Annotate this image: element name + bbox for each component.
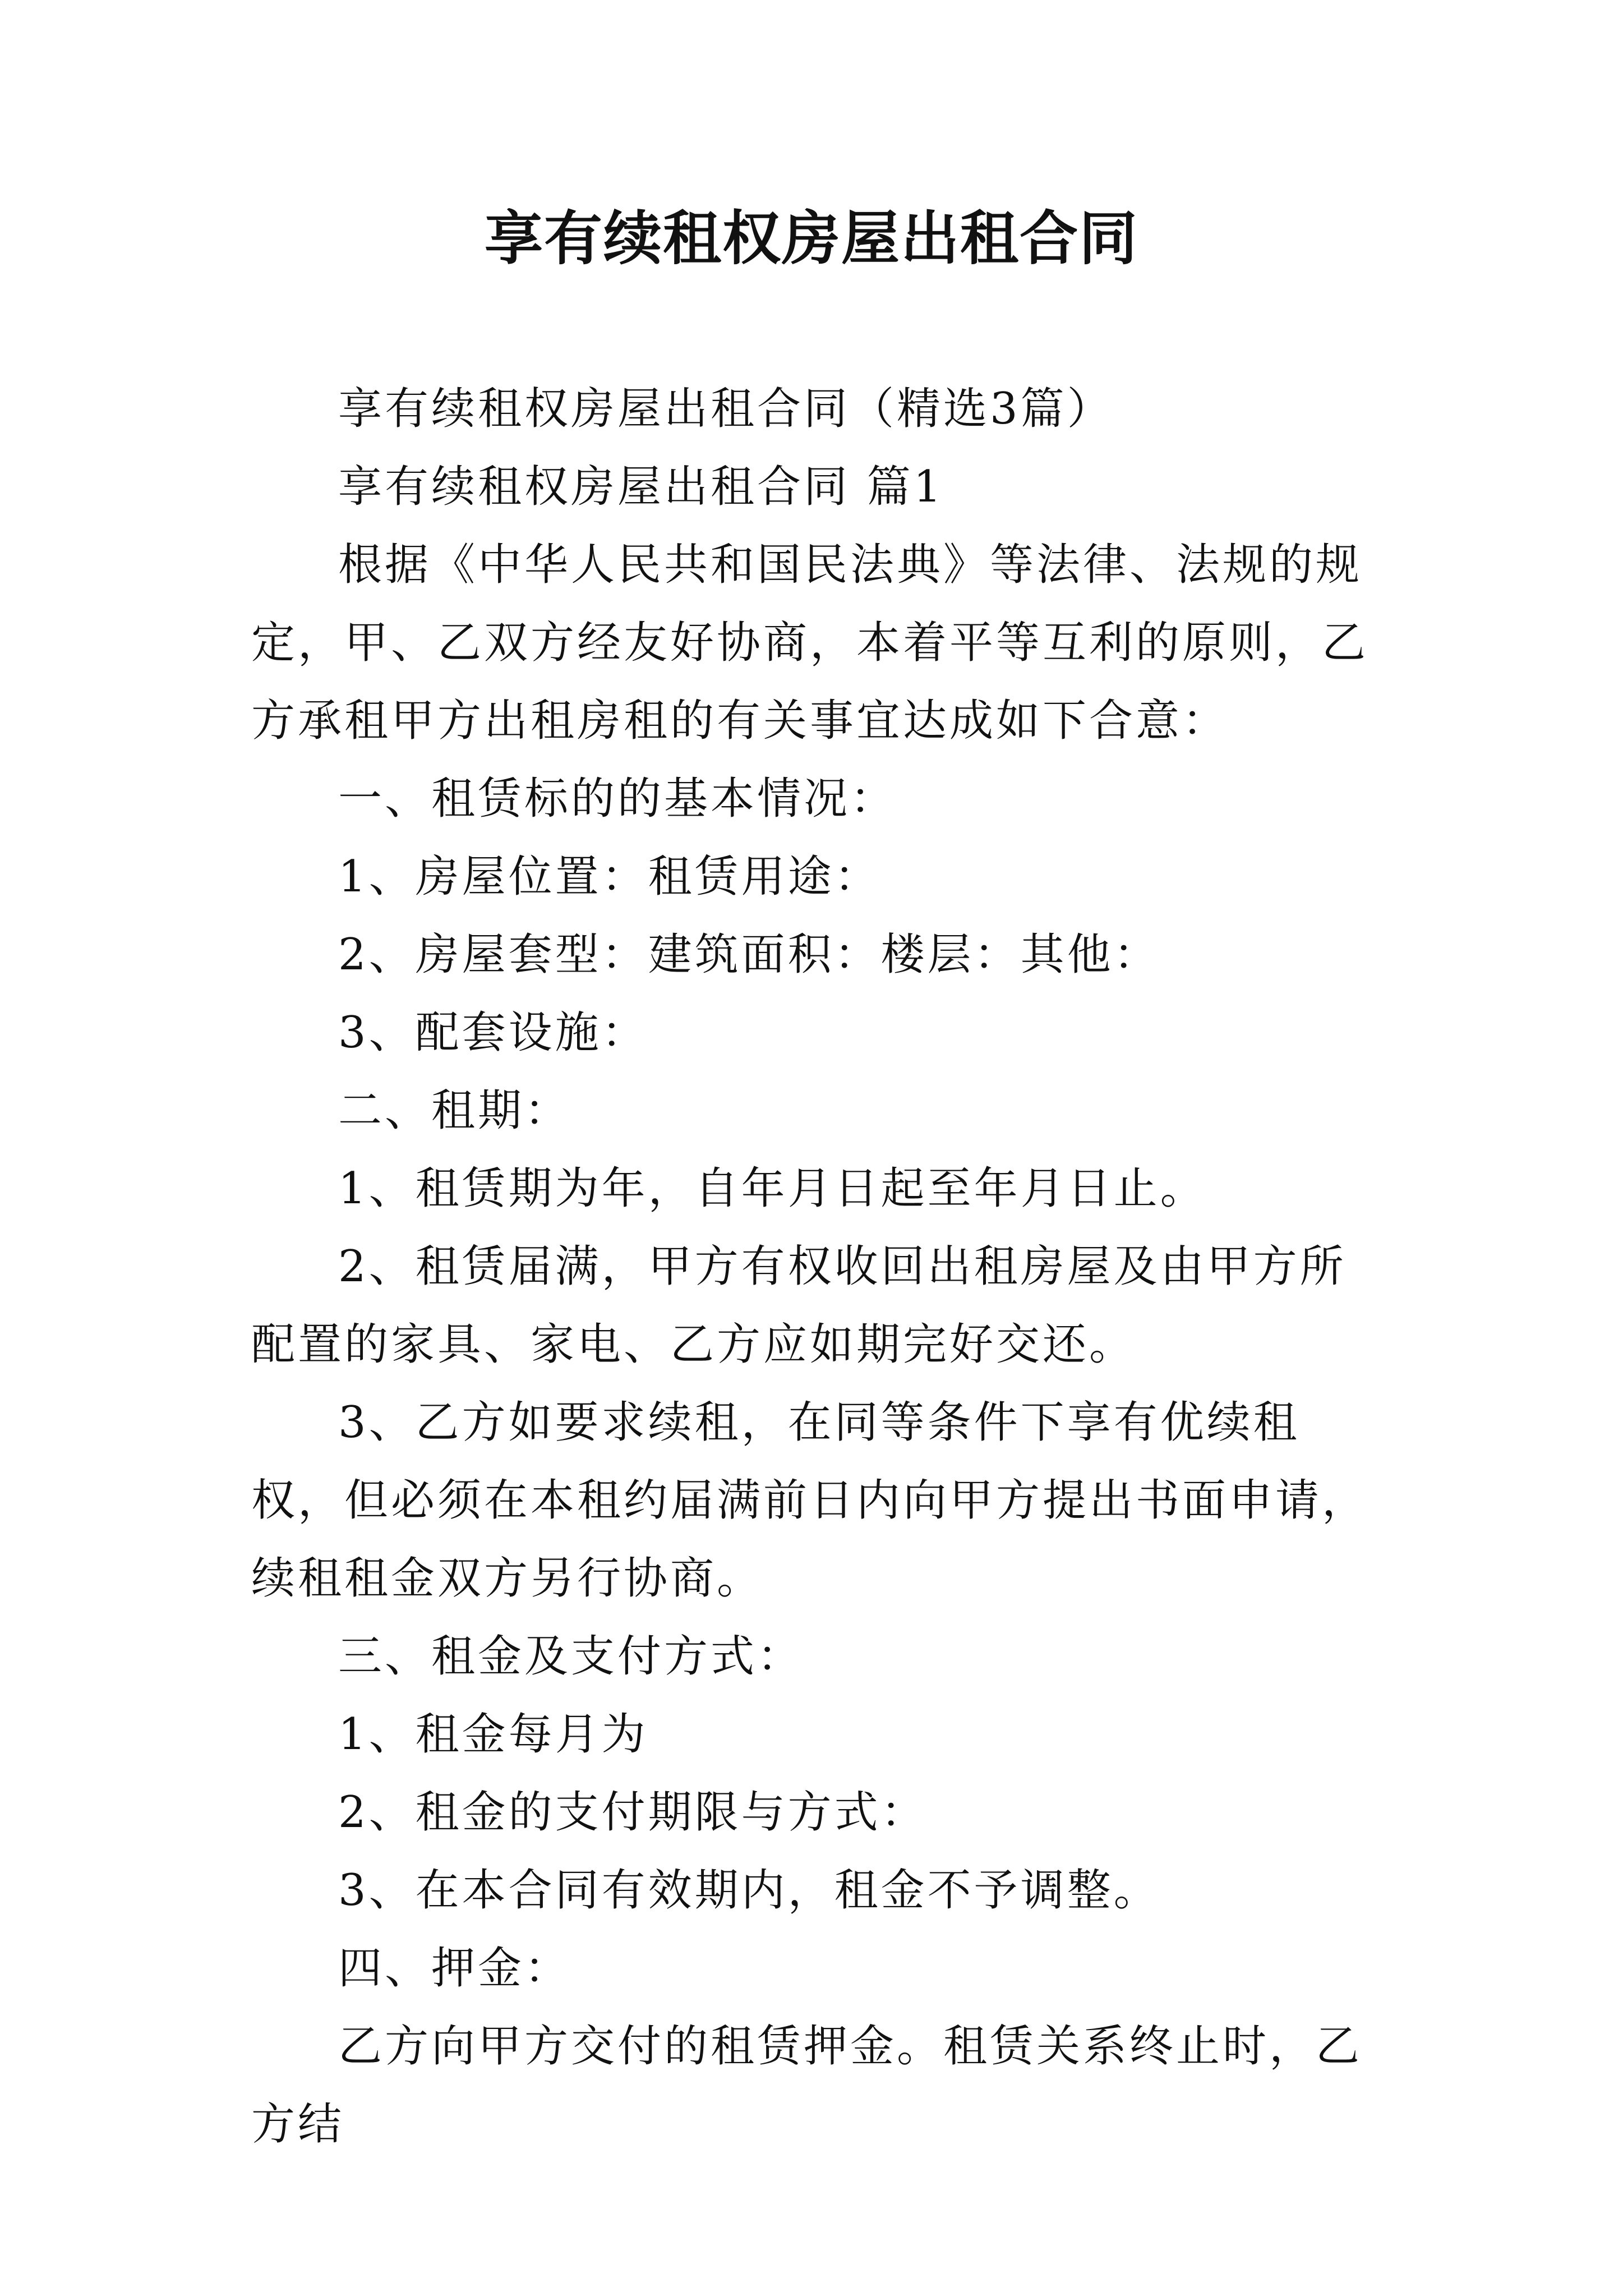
paragraph: 3、在本合同有效期内，租金不予调整。 — [338, 1865, 1160, 1916]
paragraph: 3、乙方如要求续租，在同等条件下享有优续租权，但必须在本租约届满前日内向甲方提出书面申请，续租租金双方另行协商。 — [251, 1397, 1369, 1604]
paragraph: 乙方向甲方交付的租赁押金。租赁关系终止时，乙方结 — [251, 2021, 1363, 2150]
paragraph: 2、租赁届满，甲方有权收回出租房屋及由甲方所配置的家具、家电、乙方应如期完好交还。 — [251, 1241, 1347, 1370]
paragraph: 2、租金的支付期限与方式： — [338, 1787, 928, 1838]
paragraph: 1、租赁期为年，自年月日起至年月日止。 — [338, 1163, 1207, 1214]
paragraph: 2、房屋套型：建筑面积：楼层：其他： — [338, 930, 1160, 980]
paragraph: 1、租金每月为 — [338, 1709, 648, 1760]
paragraph-section-heading: 享有续租权房屋出租合同 篇1 — [338, 462, 944, 512]
document-body — [251, 370, 1384, 2164]
paragraph: 3、配套设施： — [338, 1007, 648, 1058]
paragraph-clause-heading: 二、租期： — [338, 1085, 571, 1136]
paragraph: 根据《中华人民共和国民法典》等法律、法规的规定，甲、乙双方经友好协商，本着平等互利的原则，乙方承租甲方出租房租的有关事宜达成如下合意： — [251, 540, 1369, 746]
paragraph-subtitle: 享有续租权房屋出租合同（精选3篇） — [338, 384, 1114, 434]
paragraph: 1、房屋位置：租赁用途： — [338, 852, 881, 902]
paragraph-clause-heading: 三、租金及支付方式： — [338, 1631, 804, 1682]
paragraph-clause-heading: 一、租赁标的的基本情况： — [338, 774, 897, 824]
document-title: 享有续租权房屋出租合同 — [484, 204, 1138, 273]
paragraph-clause-heading: 四、押金： — [338, 1943, 571, 1994]
